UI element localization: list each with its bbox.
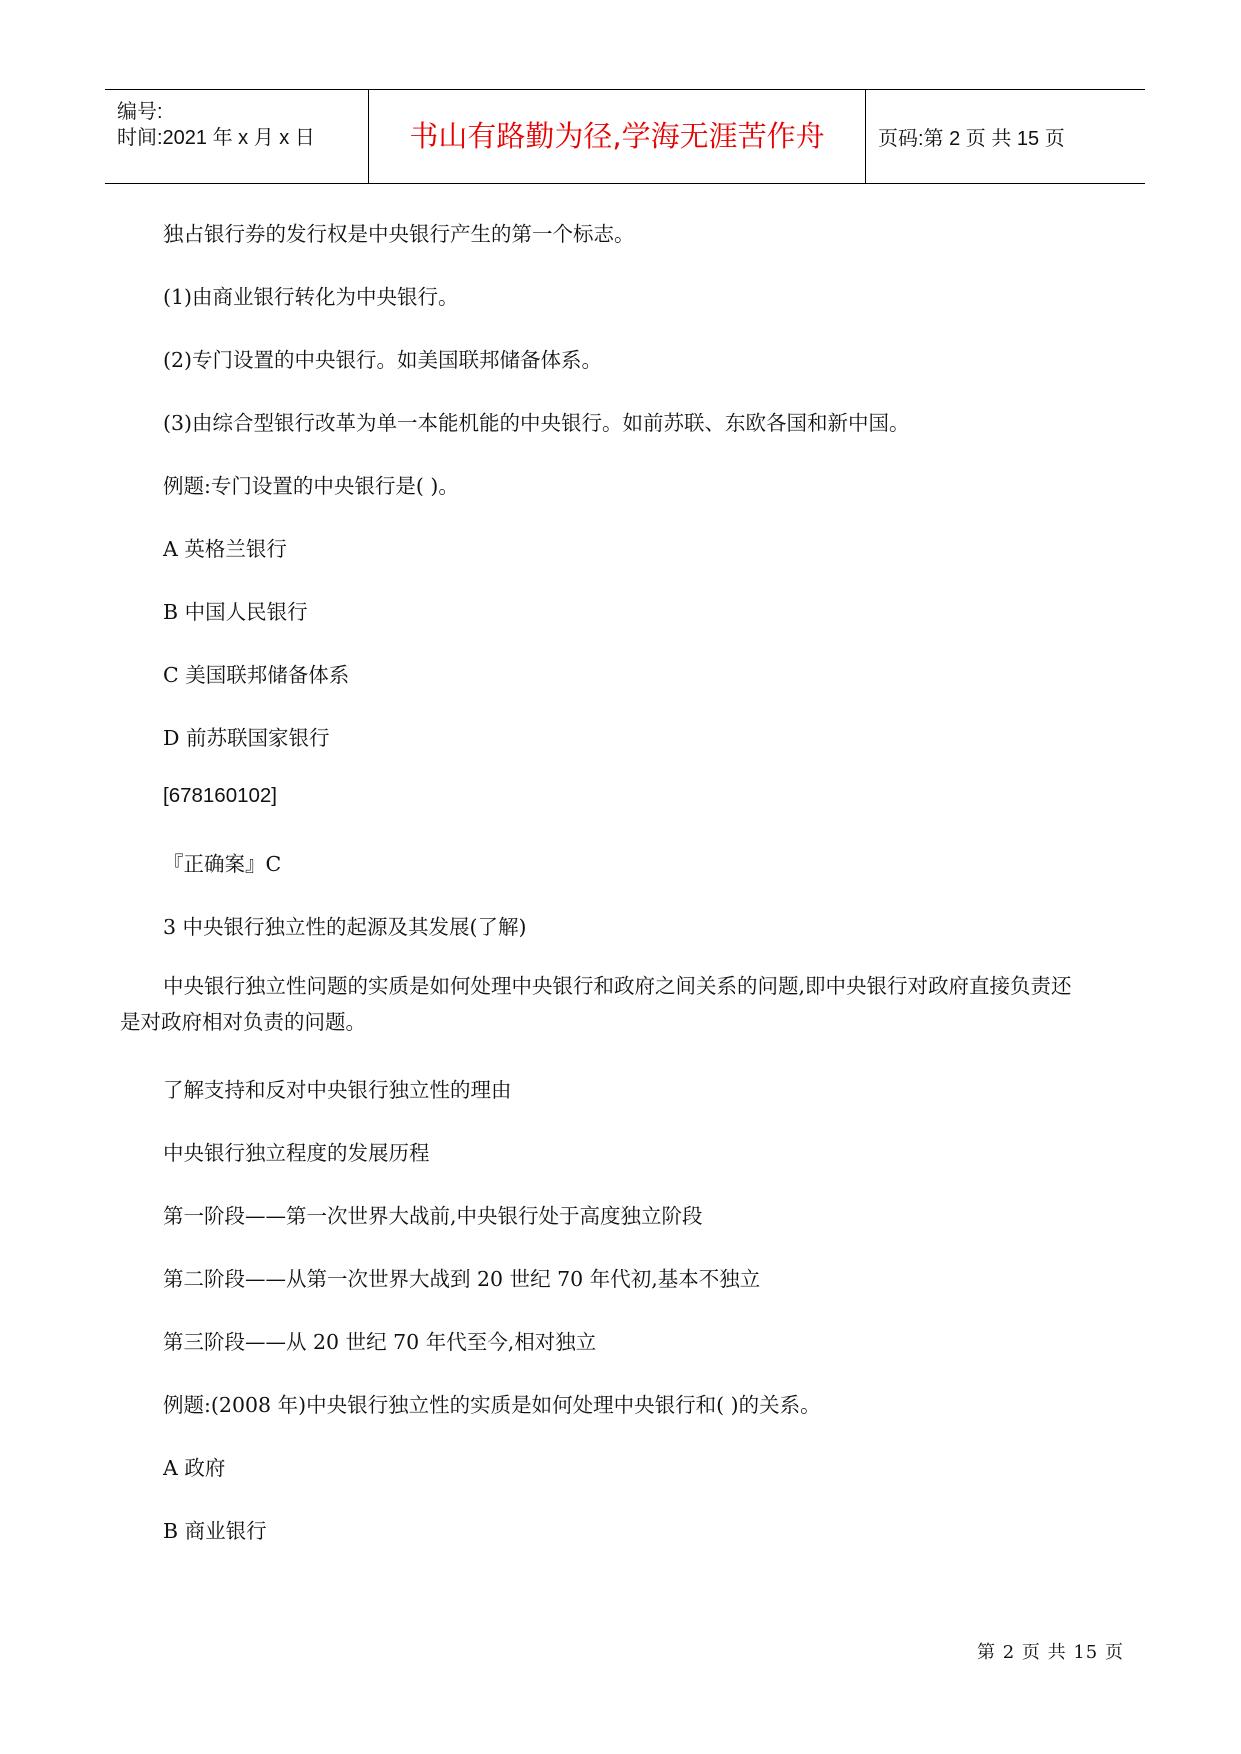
option-item: C 美国联邦储备体系	[163, 663, 350, 687]
paragraph: 中央银行独立性问题的实质是如何处理中央银行和政府之间关系的问题,即中央银行对政府直接负责还是对政府相对负责的问题。	[120, 974, 1072, 1034]
paragraph: 第一阶段——第一次世界大战前,中央银行处于高度独立阶段	[163, 1204, 703, 1228]
paragraph: (2)专门设置的中央银行。如美国联邦储备体系。	[163, 348, 603, 372]
header-page-code: 页码:第 2 页 共 15 页	[878, 128, 1065, 150]
paragraph: 中央银行独立程度的发展历程	[163, 1141, 430, 1165]
page-header	[105, 89, 1145, 184]
option-item: B 中国人民银行	[163, 600, 308, 624]
paragraph: 例题:(2008 年)中央银行独立性的实质是如何处理中央银行和( )的关系。	[163, 1393, 821, 1417]
paragraph: (3)由综合型银行改革为单一本能机能的中央银行。如前苏联、东欧各国和新中国。	[163, 411, 910, 435]
question-id: [678160102]	[163, 784, 278, 807]
paragraph: (1)由商业银行转化为中央银行。	[163, 285, 459, 309]
header-page-cell	[866, 90, 1145, 183]
header-motto: 书山有路勤为径,学海无涯苦作舟	[409, 119, 825, 153]
header-info-cell	[105, 90, 369, 183]
paragraph: 独占银行券的发行权是中央银行产生的第一个标志。	[163, 222, 635, 246]
option-item: D 前苏联国家银行	[163, 726, 330, 750]
paragraph: 第三阶段——从 20 世纪 70 年代至今,相对独立	[163, 1330, 597, 1354]
paragraph: 了解支持和反对中央银行独立性的理由	[163, 1078, 512, 1102]
paragraph: 例题:专门设置的中央银行是( )。	[163, 474, 459, 498]
section-heading: 3 中央银行独立性的起源及其发展(了解)	[163, 915, 527, 939]
option-item: A 政府	[163, 1456, 226, 1480]
answer-line: 『正确案』C	[163, 852, 282, 876]
document-number-label: 编号:	[117, 101, 163, 123]
paragraph: 第二阶段——从第一次世界大战到 20 世纪 70 年代初,基本不独立	[163, 1267, 761, 1291]
document-time-label: 时间:2021 年 x 月 x 日	[117, 127, 315, 149]
option-item: B 商业银行	[163, 1519, 267, 1543]
page-footer: 第 2 页 共 15 页	[977, 1642, 1124, 1663]
option-item: A 英格兰银行	[163, 537, 287, 561]
header-motto-cell	[369, 90, 866, 183]
